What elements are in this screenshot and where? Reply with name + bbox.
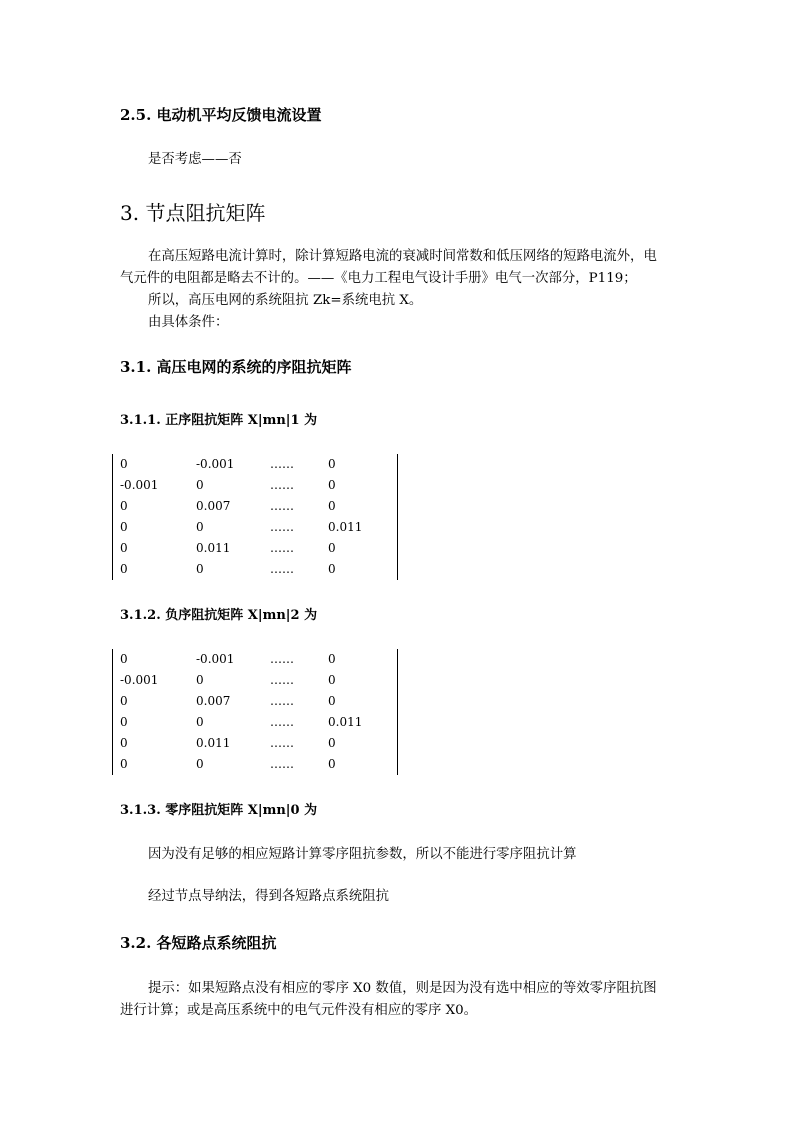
matrix-cell: 0 [120, 499, 128, 513]
matrix-cell: 0.011 [196, 541, 231, 555]
paragraph-tip-line2: 进行计算；或是高压系统中的电气元件没有相应的零序 X0。 [120, 1003, 478, 1018]
heading-2-5: 2.5. 电动机平均反馈电流设置 [120, 106, 322, 124]
matrix-cell: 0 [328, 673, 336, 687]
matrix-cell: 0.007 [196, 499, 231, 513]
paragraph-intro-line2: 气元件的电阻都是略去不计的。——《电力工程电气设计手册》电气一次部分，P119； [120, 271, 637, 286]
matrix-cell: …… [270, 652, 294, 666]
paragraph-system-impedance: 所以，高压电网的系统阻抗 Zk=系统电抗 X。 [148, 293, 423, 308]
matrix-cell: 0 [120, 757, 128, 771]
matrix-cell: 0 [328, 694, 336, 708]
matrix-cell: …… [270, 562, 294, 576]
matrix-cell: …… [270, 541, 294, 555]
matrix-row [112, 559, 398, 580]
heading-3: 3. 节点阻抗矩阵 [120, 201, 266, 225]
matrix-row [112, 670, 398, 691]
heading-3-1-2: 3.1.2. 负序阻抗矩阵 X|mn|2 为 [120, 608, 318, 623]
matrix-row [112, 733, 398, 754]
matrix-row [112, 517, 398, 538]
matrix-row [112, 538, 398, 559]
matrix-cell: 0.011 [328, 520, 363, 534]
matrix-cell: …… [270, 457, 294, 471]
matrix-cell: …… [270, 520, 294, 534]
matrix-cell: 0 [328, 736, 336, 750]
matrix-cell: 0 [196, 562, 204, 576]
matrix-cell: 0 [328, 652, 336, 666]
negative-sequence-matrix [112, 649, 398, 775]
matrix-row [112, 754, 398, 775]
matrix-cell: …… [270, 673, 294, 687]
heading-3-1: 3.1. 高压电网的系统的序阻抗矩阵 [120, 358, 352, 376]
positive-sequence-matrix [112, 454, 398, 580]
matrix-cell: 0 [120, 541, 128, 555]
paragraph-motor-feedback: 是否考虑——否 [148, 152, 242, 167]
matrix-cell: 0 [120, 562, 128, 576]
paragraph-conditions: 由具体条件： [148, 315, 229, 330]
matrix-row [112, 712, 398, 733]
matrix-cell: 0.007 [196, 694, 231, 708]
matrix-cell: …… [270, 715, 294, 729]
matrix-cell: 0.011 [328, 715, 363, 729]
matrix-row [112, 454, 398, 475]
matrix-cell: 0 [120, 457, 128, 471]
matrix-row [112, 649, 398, 670]
matrix-cell: …… [270, 499, 294, 513]
paragraph-intro-line1: 在高压短路电流计算时，除计算短路电流的衰减时间常数和低压网络的短路电流外，电 [148, 249, 657, 264]
paragraph-tip-line1: 提示：如果短路点没有相应的零序 X0 数值，则是因为没有选中相应的等效零序阻抗图 [148, 981, 657, 996]
matrix-cell: …… [270, 757, 294, 771]
matrix-cell: 0 [196, 520, 204, 534]
matrix-cell: 0 [196, 478, 204, 492]
matrix-cell: 0 [328, 499, 336, 513]
matrix-cell: -0.001 [196, 652, 235, 666]
matrix-cell: 0.011 [196, 736, 231, 750]
matrix-cell: 0 [120, 520, 128, 534]
matrix-cell: 0 [120, 715, 128, 729]
matrix-cell: …… [270, 736, 294, 750]
matrix-row [112, 475, 398, 496]
matrix-cell: 0 [120, 652, 128, 666]
matrix-cell: -0.001 [120, 673, 159, 687]
matrix-cell: 0 [196, 757, 204, 771]
matrix-cell: -0.001 [120, 478, 159, 492]
matrix-cell: …… [270, 694, 294, 708]
matrix-cell: 0 [328, 757, 336, 771]
matrix-row [112, 496, 398, 517]
matrix-cell: 0 [328, 541, 336, 555]
heading-3-1-3: 3.1.3. 零序阻抗矩阵 X|mn|0 为 [120, 803, 318, 818]
paragraph-nodal-method: 经过节点导纳法，得到各短路点系统阻抗 [148, 889, 390, 904]
matrix-cell: …… [270, 478, 294, 492]
matrix-cell: 0 [328, 478, 336, 492]
matrix-cell: -0.001 [196, 457, 235, 471]
matrix-cell: 0 [328, 562, 336, 576]
matrix-cell: 0 [120, 736, 128, 750]
matrix-row [112, 691, 398, 712]
matrix-cell: 0 [120, 694, 128, 708]
matrix-cell: 0 [196, 715, 204, 729]
heading-3-2: 3.2. 各短路点系统阻抗 [120, 934, 277, 952]
paragraph-zero-sequence-note: 因为没有足够的相应短路计算零序阻抗参数，所以不能进行零序阻抗计算 [148, 847, 577, 862]
heading-3-1-1: 3.1.1. 正序阻抗矩阵 X|mn|1 为 [120, 413, 318, 428]
matrix-cell: 0 [328, 457, 336, 471]
matrix-cell: 0 [196, 673, 204, 687]
